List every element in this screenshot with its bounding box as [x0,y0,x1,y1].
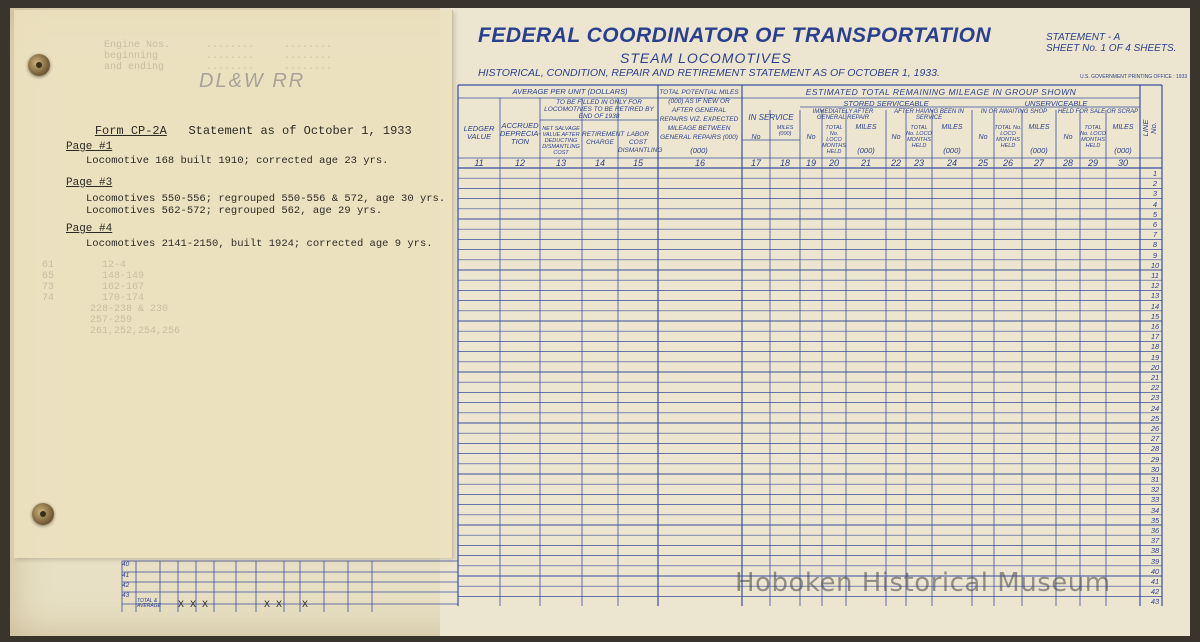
entry-page-1: Page #1 [66,141,113,153]
sub-thousands-3: (000) [1114,146,1132,155]
line-number-39: 39 [1150,556,1160,566]
entry-text-1: Locomotive 168 built 1910; corrected age 23 yrs. [86,155,389,167]
column-number-12: 12 [514,158,525,168]
form-title: FEDERAL COORDINATOR OF TRANSPORTATION [478,24,992,47]
watermark: Hoboken Historical Museum [735,568,1111,598]
line-number-38: 38 [1150,546,1160,556]
line-number-17: 17 [1150,332,1160,342]
line-number-14: 14 [1150,301,1160,311]
header-in-service: IN SERVICE [748,113,794,122]
line-number-34: 34 [1150,505,1160,515]
line-number-41: 41 [1150,577,1160,586]
entry-text-3: Locomotives 550-556; regrouped 550-556 & 572, age 30 yrs. Locomotives 562-572; regrouped 562, age 29 yrs. [86,193,446,217]
entry-text-4: Locomotives 2141-2150, built 1924; corrected age 9 yrs. [86,238,433,250]
typed-overlay-sheet: Engine Nos. ........ ........ beginning ........ ........ and ending ........ ........ 61 12-4 65 148-149 73 162-167 74 170-174 228-238 & 230 257-259 261,252,254,256 DL&W RR Form CP-2A Statement as of October 1, 1933 Page #1 Locomotive 168 built 1910; corrected age 23 yrs. Page #3 Locomotives 550-556; regrouped 550-556 & 572, age 30 yrs. Locomotives 562-572; regrouped 562, age 29 yrs. Page #4 Locomotives 2141-2150, built 1924; corrected age 9 yrs. [14,10,453,558]
totals-label: TOTAL & AVERAGE [137,598,161,609]
entry-page-4: Page #4 [66,223,113,235]
sub-thousands-4: (000) [690,146,708,155]
line-number-3: 3 [1152,189,1158,199]
column-number-27: 27 [1033,158,1044,168]
bottom-row-40: 40 [122,561,130,568]
sub-miles-after: MILES [941,124,963,131]
line-number-37: 37 [1150,536,1160,546]
line-number-40: 40 [1150,566,1160,576]
sub-thousands-0: (000) [857,146,875,155]
header-net-salvage: NET SALVAGE VALUE AFTER DEDUCTING DISMANTLING COST [542,126,580,156]
line-number-24: 24 [1150,403,1160,413]
line-number-36: 36 [1150,526,1160,535]
sub-miles-awaiting: MILES [1028,124,1050,131]
line-number-43: 43 [1150,597,1160,607]
x-marks-2: X X [264,600,283,611]
column-number-22: 22 [890,158,901,168]
sub-no-after: No [891,134,901,141]
column-number-24: 24 [946,158,957,168]
form-id: Form CP-2A [94,124,167,138]
line-number-42: 42 [1150,587,1160,597]
column-number-29: 29 [1087,158,1098,168]
line-number-26: 26 [1150,424,1160,433]
sub-thousands-1: (000) [943,146,961,155]
line-number-13: 13 [1150,291,1160,301]
sub-total-immediate: TOTAL No. LOCO MONTHS HELD [822,125,846,155]
statement-date: Statement as of October 1, 1933 [188,124,412,138]
header-stored: STORED SERVICEABLE [843,99,929,108]
sub-thousands-2: (000) [1030,146,1048,155]
column-number-20: 20 [828,158,839,168]
column-number-26: 26 [1002,158,1013,168]
column-number-14: 14 [594,158,605,168]
column-number-21: 21 [860,158,871,168]
printing-office-note: U.S. GOVERNMENT PRINTING OFFICE : 1933 [1080,74,1188,80]
line-number-29: 29 [1150,454,1160,464]
column-number-30: 30 [1117,158,1128,168]
line-number-9: 9 [1152,250,1158,260]
column-number-19: 19 [805,158,816,168]
line-number-30: 30 [1150,464,1160,474]
top-fastener [28,54,50,76]
column-number-11: 11 [474,158,484,168]
line-number-25: 25 [1150,413,1160,423]
sub-no-immediate: No [806,134,816,141]
sub-total-after: TOTAL No. LOCO MONTHS HELD [906,125,932,149]
line-number-27: 27 [1150,434,1160,444]
column-number-13: 13 [555,158,566,168]
sub-miles-held: MILES [1112,124,1134,131]
bottom-row-43: 43 [122,592,130,599]
bottom-fastener [32,503,54,525]
sub-no-in-service: No [751,134,761,141]
bottom-row-42: 42 [122,582,130,589]
column-number-17: 17 [750,158,761,168]
header-in-or-awaiting: IN OR AWAITING SHOP [980,109,1048,115]
line-number-20: 20 [1150,362,1160,372]
header-unserviceable: UNSERVICEABLE [1024,99,1088,108]
form-historical-line: HISTORICAL, CONDITION, REPAIR AND RETIREMENT STATEMENT AS OF OCTOBER 1, 1933. [478,67,940,79]
line-number-15: 15 [1150,311,1160,321]
handwritten-railroad: DL&W RR [199,70,306,92]
line-number-21: 21 [1150,373,1160,382]
sub-total-awaiting: TOTAL No. LOCO MONTHS HELD [994,125,1022,149]
column-number-15: 15 [632,158,643,168]
header-after-having: AFTER HAVING BEEN IN SERVICE [894,109,964,121]
header-estimated: ESTIMATED TOTAL REMAINING MILEAGE IN GROUP SHOWN [805,87,1077,97]
line-number-4: 4 [1152,199,1158,209]
line-number-31: 31 [1150,475,1160,484]
line-number-12: 12 [1150,281,1160,291]
column-number-28: 28 [1062,158,1073,168]
x-marks-1: X X X [178,600,209,611]
line-number-16: 16 [1150,322,1160,331]
sub-no-held: No [1063,134,1073,141]
line-number-33: 33 [1150,495,1160,505]
sub-no-awaiting: No [978,134,988,141]
header-labor: LABOR COST DISMANTLING [618,131,663,154]
entry-page-3: Page #3 [66,177,113,189]
line-number-19: 19 [1150,352,1160,362]
line-number-2: 2 [1152,179,1158,189]
sub-miles-in-service: MILES (000) [776,125,794,137]
header-held-sale: HELD FOR SALE OR SCRAP [1057,109,1139,115]
form-id-line [66,110,412,152]
header-total-potential: TOTAL POTENTIAL MILES (000) AS IF NEW OR AFTER GENERAL REPAIRS VIZ. EXPECTED MILEAGE BETWEEN GENERAL REPAIRS (000) [659,89,739,141]
line-number-18: 18 [1150,342,1160,352]
header-to-be-filled: TO BE FILLED IN ONLY FOR LOCOMOTIVES TO BE RETIRED BY END OF 1938 [544,99,654,120]
sheet-number: SHEET No. 1 OF 4 SHEETS. [1046,43,1177,54]
line-number-7: 7 [1152,230,1158,240]
line-number-22: 22 [1150,383,1160,393]
column-number-23: 23 [913,158,924,168]
header-ledger-value: LEDGER VALUE [463,124,495,141]
line-number-28: 28 [1150,444,1160,454]
header-accrued: ACCRUED DEPRECIA-TION [500,121,541,146]
header-avg-per-unit: AVERAGE PER UNIT (DOLLARS) [512,87,628,96]
sub-total-held: TOTAL No. LOCO MONTHS HELD [1080,125,1106,149]
header-retirement: RETIREMENT CHARGE [582,131,625,146]
header-line-no: LINE No. [1141,119,1158,137]
column-number-16: 16 [694,158,705,168]
column-number-25: 25 [977,158,988,168]
line-number-23: 23 [1150,393,1160,403]
line-number-35: 35 [1150,515,1160,525]
line-number-10: 10 [1150,260,1160,270]
form-subtitle: STEAM LOCOMOTIVES [620,50,792,66]
line-number-8: 8 [1152,240,1158,250]
statement-label: STATEMENT - A [1046,32,1121,43]
line-number-1: 1 [1152,169,1158,178]
header-immediately: IMMEDIATELY AFTER GENERAL REPAIR [812,109,874,121]
line-number-11: 11 [1151,271,1159,280]
bottom-row-41: 41 [122,572,130,579]
sub-miles-immediate: MILES [855,124,877,131]
line-number-6: 6 [1152,220,1158,229]
x-marks-3: X [302,600,309,611]
line-number-5: 5 [1152,209,1158,219]
line-number-32: 32 [1150,485,1160,495]
column-number-18: 18 [779,158,790,168]
